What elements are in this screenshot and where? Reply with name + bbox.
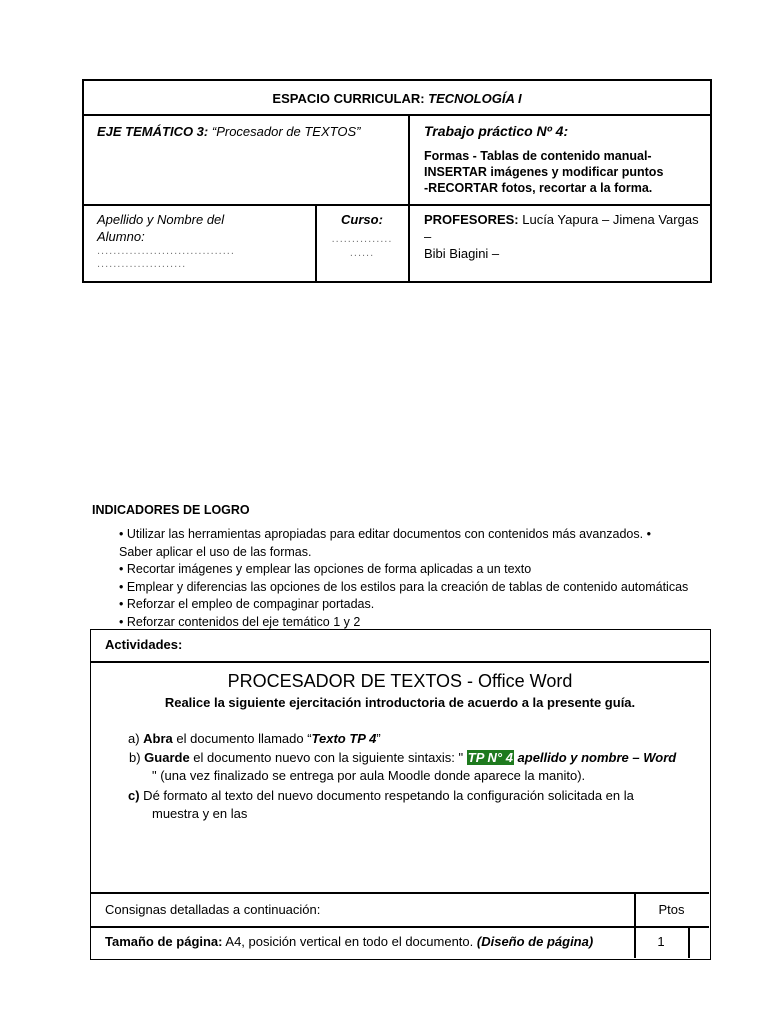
eje-tematico bbox=[97, 123, 360, 140]
list-item: • Reforzar contenidos del eje temático 1 y 2 bbox=[119, 614, 361, 629]
profesores bbox=[424, 211, 704, 262]
divider bbox=[91, 926, 709, 928]
item-text: el documento llamado “ bbox=[172, 731, 312, 746]
list-item: • Emplear y diferencias las opciones de los estilos para la creación de tablas de contenido automáticas bbox=[119, 579, 689, 594]
curso-dots: ...... bbox=[349, 247, 375, 259]
header-table bbox=[82, 79, 712, 283]
indicadores-title: INDICADORES DE LOGRO bbox=[92, 503, 250, 517]
row-label: Tamaño de página: bbox=[105, 934, 223, 949]
tp-title: Trabajo práctico Nº 4: bbox=[424, 123, 569, 139]
profesores-names: Lucía Yapura – Jimena Vargas – bbox=[424, 212, 699, 244]
activity-a bbox=[128, 730, 703, 748]
item-verb: Abra bbox=[143, 731, 173, 746]
alumno-label: Alumno: bbox=[97, 229, 145, 244]
tp-line: Formas - Tablas de contenido manual- bbox=[424, 149, 652, 163]
profesores-names: Bibi Biagini – bbox=[424, 246, 500, 261]
curso-field[interactable] bbox=[317, 211, 407, 260]
activity-c-line2: muestra y en las bbox=[152, 806, 248, 821]
divider bbox=[91, 661, 709, 663]
list-item: Saber aplicar el uso de las formas. bbox=[119, 544, 312, 559]
item-verb: Guarde bbox=[144, 750, 190, 765]
divider bbox=[84, 114, 710, 116]
item-text: el documento nuevo con la siguiente sintaxis: " bbox=[189, 750, 467, 765]
table-row bbox=[105, 933, 630, 951]
alumno-field[interactable] bbox=[97, 211, 307, 271]
alumno-dots: .................................. bbox=[97, 245, 235, 257]
divider bbox=[84, 204, 710, 206]
file-name: Texto TP 4 bbox=[311, 731, 377, 746]
divider bbox=[688, 926, 690, 958]
actividades-subheading: Realice la siguiente ejercitación introductoria de acuerdo a la presente guía. bbox=[164, 695, 636, 710]
eje-label: EJE TEMÁTICO 3: bbox=[97, 124, 209, 139]
trabajo-practico bbox=[424, 122, 704, 196]
consignas-label: Consignas detalladas a continuación: bbox=[105, 902, 321, 917]
espacio-label: ESPACIO CURRICULAR: bbox=[272, 91, 429, 106]
actividades-heading: PROCESADOR DE TEXTOS - Office Word bbox=[227, 671, 573, 691]
actividades-table bbox=[90, 629, 711, 960]
item-prefix: b) bbox=[129, 750, 145, 765]
item-text: Dé formato al texto del nuevo documento respetando la configuración solicitada en la bbox=[139, 788, 634, 803]
profesores-label: PROFESORES: bbox=[424, 212, 519, 227]
divider bbox=[408, 114, 410, 281]
item-text: ” bbox=[376, 731, 381, 746]
tp-line: INSERTAR imágenes y modificar puntos bbox=[424, 165, 664, 179]
row-text: A4, posición vertical en todo el documento. bbox=[222, 934, 477, 949]
divider bbox=[91, 892, 709, 894]
activity-b bbox=[129, 749, 709, 767]
eje-value: “Procesador de TEXTOS” bbox=[208, 124, 361, 139]
tp-line: -RECORTAR fotos, recortar a la forma. bbox=[424, 181, 653, 195]
list-item: • Reforzar el empleo de compaginar portadas. bbox=[119, 597, 375, 611]
curso-dots: ............... bbox=[331, 233, 393, 245]
row-points: 1 bbox=[657, 934, 665, 949]
alumno-dots: ...................... bbox=[97, 258, 187, 270]
list-item: • Recortar imágenes y emplear las opciones de forma aplicadas a un texto bbox=[119, 562, 532, 576]
activity-b-line2: " (una vez finalizado se entrega por aula Moodle donde aparece la manito). bbox=[152, 768, 586, 783]
espacio-value: TECNOLOGÍA I bbox=[428, 91, 522, 106]
row-hint: (Diseño de página) bbox=[476, 934, 594, 949]
curso-label: Curso: bbox=[341, 212, 383, 227]
activity-c bbox=[128, 787, 706, 805]
ptos-header: Ptos bbox=[658, 902, 685, 917]
highlighted-text: TP N° 4 bbox=[467, 750, 513, 765]
item-text: apellido y nombre – Word bbox=[513, 750, 677, 765]
list-item: • Utilizar las herramientas apropiadas para editar documentos con contenidos más avanzados. • bbox=[119, 527, 651, 541]
item-prefix: a) bbox=[128, 731, 144, 746]
espacio-curricular bbox=[84, 90, 710, 107]
actividades-label: Actividades: bbox=[105, 637, 183, 652]
indicadores-list bbox=[119, 526, 719, 631]
item-prefix: c) bbox=[128, 788, 140, 803]
alumno-label: Apellido y Nombre del bbox=[97, 212, 225, 227]
